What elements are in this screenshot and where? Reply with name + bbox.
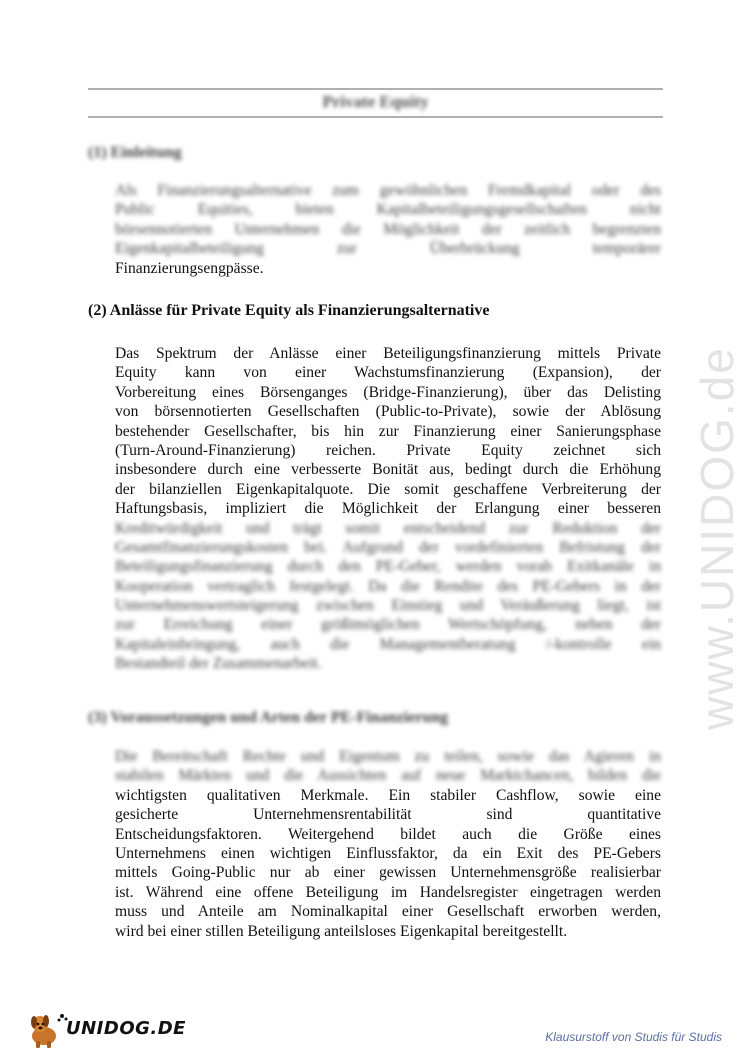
page-title: Private Equity xyxy=(322,92,429,111)
text-line: Equity kann von einer Wachstumsfinanzierung (Expansion), der xyxy=(115,364,661,382)
text-line: Beteiligungsfinanzierung durch den PE-Geber, werden vorab Exitkanäle in xyxy=(115,558,661,576)
watermark: www.UNIDOG.de xyxy=(691,346,743,730)
unidog-logo xyxy=(26,1010,186,1050)
text-line: Bestandteil der Zusammenarbeit. xyxy=(115,655,322,673)
title-block xyxy=(88,88,663,118)
text-line: Public Equities, bieten Kapitalbeteiligungsgesellschaften nicht xyxy=(115,201,661,219)
text-line: Als Finanzierungsalternative zum gewöhnlichen Fremdkapital oder des xyxy=(115,182,661,199)
footer-tagline: Klausurstoff von Studis für Studis xyxy=(545,1030,722,1044)
section-3-paragraph xyxy=(115,747,661,941)
text-line: Kapitaleinbringung, auch die Managementberatung /-kontrolle ein xyxy=(115,635,661,653)
text-line: von börsennotierten Gesellschaften (Public-to-Private), sowie der Ablösung xyxy=(115,403,661,421)
section-1-paragraph xyxy=(115,181,661,278)
text-line: Das Spektrum der Anlässe einer Beteiligungsfinanzierung mittels Private xyxy=(115,345,661,362)
text-line: wichtigsten qualitativen Merkmale. Ein stabiler Cashflow, sowie eine xyxy=(115,786,661,804)
title-rule-bottom xyxy=(88,116,663,118)
text-line: wird bei einer stillen Beteiligung anteilsloses Eigenkapital bereitgestellt. xyxy=(115,922,568,940)
text-line: Eigenkapitalbeteiligung zur Überbrückung temporärer xyxy=(115,240,661,258)
section-3-heading: (3) Voraussetzungen und Arten der PE-Finanzierung xyxy=(88,709,449,726)
text-line: Vorbereitung eines Börsenganges (Bridge-Finanzierung), über das Delisting xyxy=(115,383,661,401)
section-2-paragraph xyxy=(115,344,661,674)
text-line: Unternehmenswertsteigerung zwischen Einstieg und Veräußerung liegt, ist xyxy=(115,597,661,615)
text-line: mittels Going-Public nur ab einer gewissen Unternehmensgröße realisierbar xyxy=(115,864,661,882)
text-line: Gesamtfinanzierungskosten bei. Aufgrund der vordefinierten Befristung der xyxy=(115,538,661,556)
text-line: der bilanziellen Eigenkapitalquote. Die somit geschaffene Verbreiterung der xyxy=(115,480,661,498)
text-line: Entscheidungsfaktoren. Weitergehend bildet auch die Größe eines xyxy=(115,825,661,843)
text-line: Kooperation vertraglich festgelegt. Da die Rendite des PE-Gebers in der xyxy=(115,577,661,595)
section-1-heading: (1) Einleitung xyxy=(88,144,182,161)
text-line: börsennotierten Unternehmen die Möglichkeit der zeitlich begrenzten xyxy=(115,220,661,238)
dog-icon xyxy=(26,1010,70,1050)
text-line: zur Erreichung einer größtmöglichen Wertschöpfung, neben der xyxy=(115,616,661,634)
text-line: Haftungsbasis, impliziert die Möglichkeit der Erlangung einer besseren xyxy=(115,500,661,518)
text-line: Unternehmens einen wichtigen Einflussfaktor, da ein Exit des PE-Gebers xyxy=(115,844,661,862)
text-line: ist. Während eine offene Beteiligung im Handelsregister eingetragen werden xyxy=(115,883,661,901)
text-line: bestehender Gesellschafter, bis hin zur Finanzierung einer Sanierungsphase xyxy=(115,422,661,440)
text-line: Kreditwürdigkeit und trägt somit entscheidend zur Reduktion der xyxy=(115,519,661,537)
text-line: Finanzierungsengpässe. xyxy=(115,259,264,277)
logo-text: UNIDOG.DE xyxy=(66,1018,186,1039)
text-line: Die Bereitschaft Rechte und Eigentum zu teilen, sowie das Agieren in xyxy=(115,748,661,765)
text-line: stabilen Märkten und die Aussichten auf neue Marktchancen, bilden die xyxy=(115,767,661,785)
title-rule-top xyxy=(88,88,663,90)
text-line: insbesondere durch eine verbesserte Bonität aus, bedingt durch die Erhöhung xyxy=(115,461,661,479)
text-line: gesicherte Unternehmensrentabilität sind quantitative xyxy=(115,806,661,824)
text-line: (Turn-Around-Finanzierung) reichen. Private Equity zeichnet sich xyxy=(115,441,661,459)
section-2-heading: (2) Anlässe für Private Equity als Finanzierungsalternative xyxy=(88,302,490,319)
text-line: muss und Anteile am Nominalkapital einer Gesellschaft erworben werden, xyxy=(115,903,661,921)
